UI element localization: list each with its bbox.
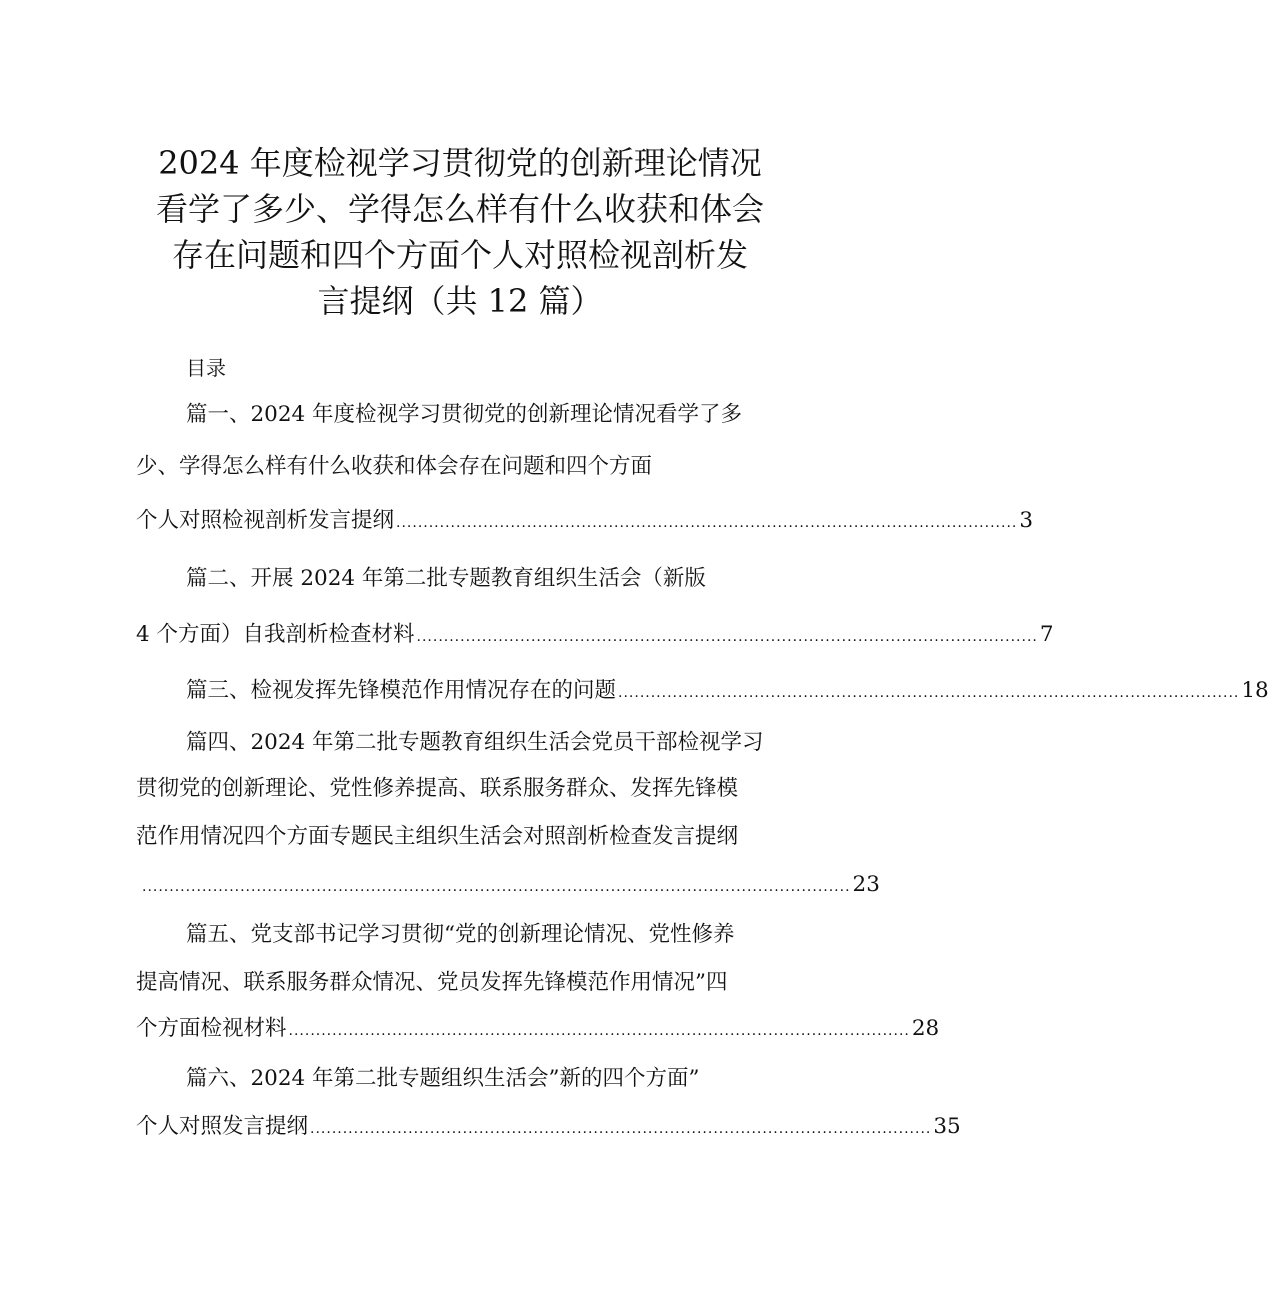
title-line-4: 言提纲（共 12 篇） <box>317 282 603 320</box>
toc-entry-2[interactable] <box>136 620 1054 652</box>
toc-entry-6-page: 35 <box>933 1114 961 1139</box>
toc-entry-1-line-1: 篇一、2024 年度检视学习贯彻党的创新理论情况看学了多 <box>186 402 743 427</box>
toc-entry-4-page: 23 <box>852 872 880 897</box>
toc-entry-4[interactable] <box>140 870 880 902</box>
dot-leader: .................................................................................................................. <box>310 1121 932 1137</box>
toc-entry-3-page: 18 <box>1241 678 1269 703</box>
dot-leader: .................................................................................................................................. <box>142 879 851 895</box>
toc-entry-6-line-2: 个人对照发言提纲 <box>136 1114 309 1139</box>
toc-heading: 目录 <box>186 356 226 380</box>
toc-entry-4-line-3: 范作用情况四个方面专题民主组织生活会对照剖析检查发言提纲 <box>136 824 739 849</box>
toc-entry-3[interactable] <box>186 676 1269 708</box>
toc-entry-5-line-1: 篇五、党支部书记学习贯彻“党的创新理论情况、党性修养 <box>186 922 735 947</box>
toc-entry-1-page: 3 <box>1019 508 1034 533</box>
toc-entry-1[interactable] <box>136 506 1034 538</box>
toc-entry-1-line-2: 少、学得怎么样有什么收获和体会存在问题和四个方面 <box>136 454 653 479</box>
toc-entry-4-line-1: 篇四、2024 年第二批专题教育组织生活会党员干部检视学习 <box>186 730 764 755</box>
title-line-2: 看学了多少、学得怎么样有什么收获和体会 <box>155 190 764 228</box>
toc-entry-5[interactable] <box>136 1014 940 1046</box>
toc-entry-1-line-3: 个人对照检视剖析发言提纲 <box>136 508 395 533</box>
toc-entry-2-line-1: 篇二、开展 2024 年第二批专题教育组织生活会（新版 <box>186 566 706 591</box>
document-title <box>0 140 920 324</box>
title-line-1: 2024 年度检视学习贯彻党的创新理论情况 <box>158 144 762 182</box>
toc-entry-6-line-1: 篇六、2024 年第二批专题组织生活会”新的四个方面” <box>186 1066 700 1091</box>
toc-entry-4-line-2: 贯彻党的创新理论、党性修养提高、联系服务群众、发挥先锋模 <box>136 776 739 801</box>
dot-leader: .................................................................................................................. <box>416 629 1038 645</box>
dot-leader: .................................................................................................................. <box>618 685 1240 701</box>
toc-entry-3-line-1: 篇三、检视发挥先锋模范作用情况存在的问题 <box>186 678 617 703</box>
toc-entry-5-line-3: 个方面检视材料 <box>136 1016 287 1041</box>
toc-entry-2-page: 7 <box>1039 622 1054 647</box>
dot-leader: .................................................................................................................. <box>288 1023 910 1039</box>
dot-leader: .................................................................................................................. <box>396 515 1018 531</box>
toc-entry-5-line-2: 提高情况、联系服务群众情况、党员发挥先锋模范作用情况”四 <box>136 970 728 995</box>
toc-entry-2-line-2: 4 个方面）自我剖析检查材料 <box>136 622 415 647</box>
title-line-3: 存在问题和四个方面个人对照检视剖析发 <box>171 236 748 274</box>
toc-entry-5-page: 28 <box>911 1016 940 1041</box>
toc-entry-6[interactable] <box>136 1112 961 1144</box>
